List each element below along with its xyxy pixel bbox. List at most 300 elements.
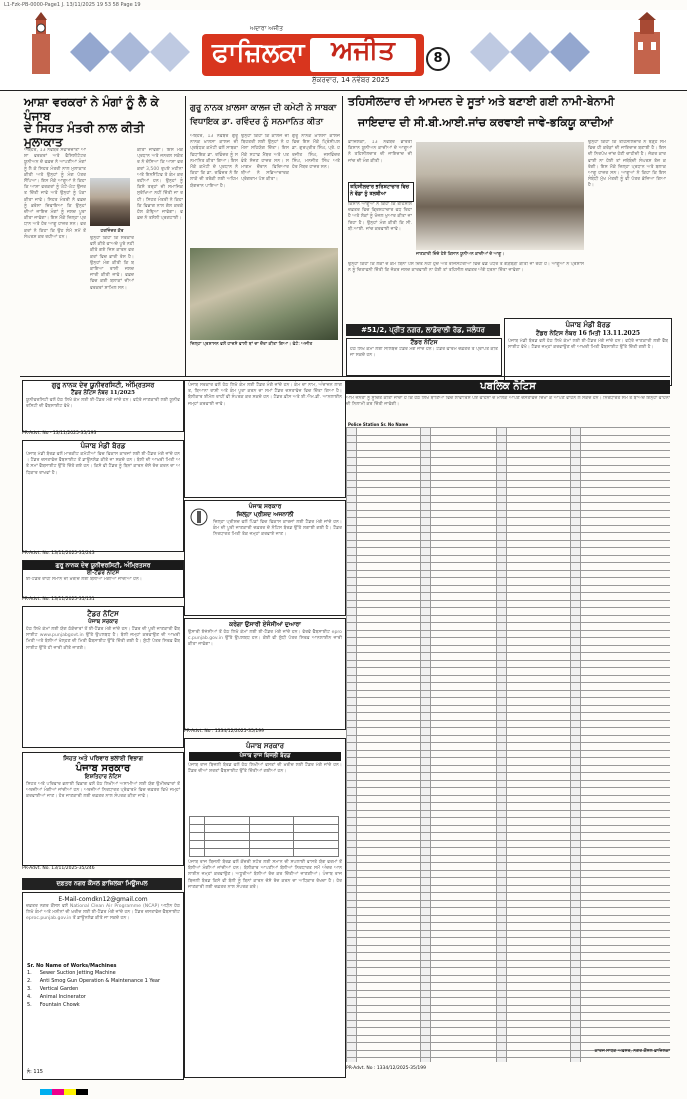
- table-cell: [357, 848, 421, 856]
- table-cell: [431, 1050, 497, 1058]
- table-row: [347, 788, 671, 796]
- table-cell: [507, 818, 571, 826]
- table-cell: [357, 900, 421, 908]
- table-cell: [431, 458, 497, 466]
- table-cell: [571, 1020, 581, 1028]
- table-cell: [497, 1005, 507, 1013]
- health-dept-body: ਸਿਹਤ ਅਤੇ ਪਰਿਵਾਰ ਭਲਾਈ ਵਿਭਾਗ ਵਲੋਂ ਹੇਠ ਲਿਖੀਆਂ ਅਸਾਮੀਆਂ ਲਈ ਯੋਗ ਉਮੀਦਵਾਰਾਂ ਤੋਂ ਅਰਜ਼ੀਆਂ ਮੰਗੀਆਂ ਜਾਂਦੀਆਂ ਹਨ। ਅਰਜ਼ੀਆਂ ਨਿਰਧਾਰਤ ਪ੍ਰੋਫਾਰਮੇ ਵਿਚ ਦਫ਼ਤਰ ਵਿਖੇ ਜਮ੍ਹਾਂ ਕਰਵਾਈਆਂ ਜਾਣ। ਹੋਰ ਜਾਣਕਾਰੀ ਲਈ ਦਫ਼ਤਰ ਨਾਲ ਸੰਪਰਕ ਕੀਤਾ ਜਾਵੇ।: [26, 782, 180, 800]
- table-cell: [507, 600, 571, 608]
- table-cell: [347, 518, 357, 526]
- table-cell: [507, 533, 571, 541]
- table-cell: [431, 945, 497, 953]
- photo-harjinder-kaur: [90, 178, 130, 226]
- table-cell: [507, 1028, 571, 1036]
- table-row: [347, 593, 671, 601]
- table-cell: [347, 615, 357, 623]
- table-cell: [581, 570, 671, 578]
- masthead-banner: [202, 34, 424, 76]
- table-row: [347, 495, 671, 503]
- photo-caption-accident: ਜ਼ਿਲ੍ਹਾ ਪ੍ਰਸ਼ਾਸਨ ਵਲੋਂ ਹਾਦਸੇ ਵਾਲੀ ਥਾਂ ਦਾ ਦੌਰਾ ਕੀਤਾ ਗਿਆ। ਫੋਟੋ: ਅਜੀਤ: [190, 342, 313, 347]
- table-cell: [571, 893, 581, 901]
- table-cell: [507, 1020, 571, 1028]
- table-cell: [571, 585, 581, 593]
- center-2-body: ਜ਼ਿਲ੍ਹਾ ਪ੍ਰੀਸ਼ਦ ਵਲੋਂ ਪਿੰਡਾਂ ਵਿਚ ਵਿਕਾਸ ਕਾਰਜਾਂ ਲਈ ਟੈਂਡਰ ਮੰਗੇ ਜਾਂਦੇ ਹਨ। ਕੰਮ ਦੀ ਪੂਰੀ ਜਾਣਕਾਰੀ ਦਫ਼ਤਰ ਦੇ ਨੋਟਿਸ ਬੋਰਡ ਉੱਤੇ ਲਗਾਈ ਗਈ ਹੈ। ਟੈਂਡਰ ਨਿਰਧਾਰਤ ਮਿਤੀ ਤੱਕ ਜਮ੍ਹਾਂ ਕਰਵਾਏ ਜਾਣ।: [213, 520, 342, 538]
- table-cell: [581, 728, 671, 736]
- table-cell: [347, 503, 357, 511]
- table-cell: [357, 975, 421, 983]
- sub-headline-box: [348, 182, 414, 202]
- table-cell: [431, 810, 497, 818]
- table-cell: [421, 1020, 431, 1028]
- table-cell: [431, 1005, 497, 1013]
- table-row: [347, 915, 671, 923]
- table-cell: [571, 795, 581, 803]
- table-cell: [571, 728, 581, 736]
- table-cell: [497, 473, 507, 481]
- table-cell: [497, 540, 507, 548]
- table-cell: [421, 713, 431, 721]
- table-cell: [571, 593, 581, 601]
- tender-title: ਟੈਂਡਰ ਨੋਟਿਸ: [87, 609, 119, 618]
- table-cell: [431, 428, 497, 436]
- table-cell: [507, 1058, 571, 1063]
- table-cell: [507, 593, 571, 601]
- table-cell: [507, 480, 571, 488]
- table-cell: [581, 1035, 671, 1043]
- table-cell: [357, 720, 421, 728]
- table-cell: [357, 713, 421, 721]
- table-cell: [357, 540, 421, 548]
- pr-advt-public: PR-Advt. No : 1334/12/2025-35/199: [346, 1066, 426, 1071]
- table-row: [347, 585, 671, 593]
- table-cell: [507, 645, 571, 653]
- table-row: [347, 570, 671, 578]
- table-cell: [431, 1020, 497, 1028]
- clock-tower-icon: [22, 12, 60, 76]
- table-cell: [571, 623, 581, 631]
- table-cell: [421, 915, 431, 923]
- table-cell: [507, 810, 571, 818]
- table-cell: [581, 630, 671, 638]
- table-cell: [431, 443, 497, 451]
- works-item: 4. Animal Incinerator: [27, 994, 86, 1000]
- table-cell: [347, 735, 357, 743]
- table-row: [347, 1058, 671, 1063]
- table-cell: [431, 855, 497, 863]
- table-row: [347, 908, 671, 916]
- table-cell: [581, 960, 671, 968]
- table-cell: [571, 900, 581, 908]
- table-cell: [497, 585, 507, 593]
- table-cell: [581, 495, 671, 503]
- table-cell: [431, 885, 497, 893]
- table-cell: [431, 630, 497, 638]
- table-cell: [421, 458, 431, 466]
- table-cell: [581, 593, 671, 601]
- table-cell: [347, 690, 357, 698]
- table-row: [347, 863, 671, 871]
- table-cell: [571, 908, 581, 916]
- table-cell: [431, 915, 497, 923]
- story-asha-body-1: ਅਬੋਹਰ, 13 ਨਵੰਬਰ ਸੰਵਾਦਦਾਤਾ ਆਸ਼ਾ ਵਰਕਰਾਂ ਅਤੇ ਫੈਸਿਲੀਟੇਟਰ ਯੂਨੀਅਨ ਦੇ ਵਫ਼ਦ ਨੇ ਆਪਣੀਆਂ ਮੰਗਾਂ ਨੂੰ ਲੈ ਕੇ ਸਿਹਤ ਮੰਤਰੀ ਨਾਲ ਮੁਲਾਕਾਤ ਕੀਤੀ ਅਤੇ ਉਨ੍ਹਾਂ ਨੂੰ ਮੰਗ ਪੱਤਰ ਸੌਂਪਿਆ। ਇਸ ਮੌਕੇ ਆਗੂਆਂ ਨੇ ਕਿਹਾ ਕਿ ਆਸ਼ਾ ਵਰਕਰਾਂ ਨੂੰ ਘੱਟੋ-ਘੱਟ ਉਜਰਤ ਦਿੱਤੀ ਜਾਵੇ ਅਤੇ ਉਨ੍ਹਾਂ ਨੂੰ ਪੱਕਾ ਕੀਤਾ ਜਾਵੇ। ਸਿਹਤ ਮੰਤਰੀ ਨੇ ਵਫ਼ਦ ਨੂੰ ਭਰੋਸਾ ਦਿਵਾਇਆ ਕਿ ਉਨ੍ਹਾਂ ਦੀਆਂ ਜਾਇਜ਼ ਮੰਗਾਂ ਨੂੰ ਜਲਦ ਪੂਰਾ ਕੀਤਾ ਜਾਵੇਗਾ। ਇਸ ਮੌਕੇ ਜ਼ਿਲ੍ਹਾ ਪ੍ਰਧਾਨ ਅਤੇ ਹੋਰ ਆਗੂ ਹਾਜ਼ਰ ਸਨ। ਵਰਕਰਾਂ ਨੇ ਕਿਹਾ ਕਿ ਉਹ ਲੰਮੇ ਸਮੇਂ ਤੋਂ ਸੰਘਰਸ਼ ਕਰ ਰਹੀਆਂ ਹਨ।: [24, 148, 86, 240]
- table-cell: [507, 510, 571, 518]
- table-cell: [357, 638, 421, 646]
- table-cell: [497, 563, 507, 571]
- table-cell: [507, 803, 571, 811]
- table-cell: [357, 495, 421, 503]
- table-cell: [497, 938, 507, 946]
- table-cell: [421, 795, 431, 803]
- table-cell: [347, 1005, 357, 1013]
- table-cell: [357, 855, 421, 863]
- table-cell: [357, 675, 421, 683]
- table-cell: [357, 503, 421, 511]
- table-cell: [497, 593, 507, 601]
- table-cell: [571, 855, 581, 863]
- tender-body: ਹੇਠ ਲਿਖੇ ਕੰਮਾਂ ਲਈ ਯੋਗ ਠੇਕੇਦਾਰਾਂ ਤੋਂ ਈ-ਟੈਂਡਰ ਮੰਗੇ ਜਾਂਦੇ ਹਨ। ਟੈਂਡਰ ਦੀ ਪੂਰੀ ਜਾਣਕਾਰੀ ਵੈੱਬਸਾਈਟ www.punjabgovt.in ਉੱਤੇ ਉਪਲਬਧ ਹੈ। ਬੋਲੀ ਜਮ੍ਹਾਂ ਕਰਵਾਉਣ ਦੀ ਆਖ਼ਰੀ ਮਿਤੀ ਅਤੇ ਬੋਲੀਆਂ ਖੋਲ੍ਹਣ ਦੀ ਮਿਤੀ ਵੈੱਬਸਾਈਟ ਉੱਤੇ ਦਿੱਤੀ ਗਈ ਹੈ। ਸ਼ੁੱਧੀ ਪੱਤਰ ਸਿਰਫ਼ ਵੈੱਬਸਾਈਟ ਉੱਤੇ ਹੀ ਜਾਰੀ ਕੀਤੇ ਜਾਣਗੇ।: [26, 627, 180, 651]
- table-cell: [581, 1020, 671, 1028]
- table-cell: [497, 668, 507, 676]
- table-cell: [421, 878, 431, 886]
- table-cell: [581, 443, 671, 451]
- table-cell: [581, 488, 671, 496]
- table-cell: [497, 765, 507, 773]
- table-cell: [421, 1050, 431, 1058]
- table-cell: [497, 863, 507, 871]
- public-notice-body: ਆਮ ਜਨਤਾ ਨੂੰ ਸੂਚਿਤ ਕੀਤਾ ਜਾਂਦਾ ਹੈ ਕਿ ਹੇਠ ਲਿਖੇ ਥਾਣਿਆਂ ਵਿਚ ਲਾਵਾਰਿਸ ਪਏ ਵਾਹਨਾਂ ਦੇ ਮਾਲਕ ਆਪਣੇ ਦਸਤਾਵੇਜ਼ ਦਿਖਾ ਕੇ ਆਪਣੇ ਵਾਹਨ ਲੈ ਸਕਦੇ ਹਨ। ਨਿਰਧਾਰਤ ਸਮੇਂ ਤੋਂ ਬਾਅਦ ਇਨ੍ਹਾਂ ਵਾਹਨਾਂ ਦੀ ਨਿਲਾਮੀ ਕਰ ਦਿੱਤੀ ਜਾਵੇਗੀ।: [346, 396, 670, 408]
- table-row: [347, 578, 671, 586]
- table-row: [347, 855, 671, 863]
- table-cell: [431, 563, 497, 571]
- table-cell: [431, 818, 497, 826]
- table-cell: [497, 930, 507, 938]
- table-cell: [497, 548, 507, 556]
- table-cell: [581, 518, 671, 526]
- table-cell: [581, 870, 671, 878]
- notice-tender-jalandhar: [346, 338, 502, 376]
- table-row: [347, 765, 671, 773]
- table-cell: [431, 705, 497, 713]
- table-cell: [357, 1005, 421, 1013]
- notice-gnd-hospital: [22, 560, 184, 598]
- table-cell: [421, 1035, 431, 1043]
- photo-accident-site: [190, 248, 338, 340]
- table-cell: [571, 563, 581, 571]
- table-cell: [357, 660, 421, 668]
- table-cell: [581, 540, 671, 548]
- table-cell: [421, 638, 431, 646]
- table-cell: [507, 495, 571, 503]
- table-cell: [497, 713, 507, 721]
- table-cell: [347, 983, 357, 991]
- punjab-mandi-body: ਪੰਜਾਬ ਮੰਡੀ ਬੋਰਡ ਵਲੋਂ ਮਾਰਕੀਟ ਕਮੇਟੀਆਂ ਵਿਚ ਵਿਕਾਸ ਕਾਰਜਾਂ ਲਈ ਈ-ਟੈਂਡਰ ਮੰਗੇ ਜਾਂਦੇ ਹਨ। ਟੈਂਡਰ ਦਸਤਾਵੇਜ਼ ਵੈੱਬਸਾਈਟ ਤੋਂ ਡਾਊਨਲੋਡ ਕੀਤੇ ਜਾ ਸਕਦੇ ਹਨ। ਬੋਲੀ ਦੀ ਆਖ਼ਰੀ ਮਿਤੀ ਅਤੇ ਸਮਾਂ ਵੈੱਬਸਾਈਟ ਉੱਤੇ ਦਿੱਤੇ ਗਏ ਹਨ। ਕਿਸੇ ਵੀ ਟੈਂਡਰ ਨੂੰ ਬਿਨਾਂ ਕਾਰਨ ਦੱਸੇ ਰੱਦ ਕਰਨ ਦਾ ਅਧਿਕਾਰ ਰਾਖਵਾਂ ਹੈ।: [26, 452, 180, 476]
- table-row: [347, 818, 671, 826]
- table-cell: [357, 705, 421, 713]
- table-row: [347, 900, 671, 908]
- table-cell: [571, 930, 581, 938]
- table-cell: [581, 428, 671, 436]
- story-gnk-body-1: ਅਬੋਹਰ, 13 ਨਵੰਬਰ ਗੁਰੂ ਨਾਨਕ ਖ਼ਾਲਸਾ ਕਾਲਜ ਦੀ ਪ੍ਰਬੰਧਕ ਕਮੇਟੀ ਵਲੋਂ ਸਾਬਕਾ ਵਿਧਾਇਕ ਡਾ. ਰਵਿੰਦਰ ਨੂੰ ਸਨਮਾਨਿਤ ਕੀਤਾ ਗਿਆ। ਇਸ ਮੌਕੇ ਕਮੇਟੀ ਦੇ ਪ੍ਰਧਾਨ ਨੇ ਕਿਹਾ ਕਿ ਡਾ. ਰਵਿੰਦਰ ਨੇ ਇਲਾਕੇ ਦੀ ਤਰੱਕੀ ਲਈ ਅਹਿਮ ਯੋਗਦਾਨ ਪਾਇਆ ਹੈ।: [190, 134, 238, 189]
- table-cell: [431, 683, 497, 691]
- table-cell: [571, 435, 581, 443]
- notice-mandi-right-title: ਪੰਜਾਬ ਮੰਡੀ ਬੋਰਡ: [565, 320, 611, 329]
- table-cell: [581, 833, 671, 841]
- table-cell: [497, 840, 507, 848]
- table-cell: [507, 878, 571, 886]
- table-cell: [347, 698, 357, 706]
- table-cell: [357, 608, 421, 616]
- table-cell: [421, 593, 431, 601]
- table-cell: [357, 945, 421, 953]
- table-cell: [347, 960, 357, 968]
- gnd-university-sub: ਟੈਂਡਰ ਨੋਟਿਸ ਨੰਬਰ 11/2025: [71, 390, 135, 396]
- table-cell: [347, 608, 357, 616]
- center-bottom-table: [189, 816, 339, 857]
- table-cell: [347, 713, 357, 721]
- table-cell: [431, 690, 497, 698]
- table-cell: [357, 510, 421, 518]
- masthead-date: ਸ਼ੁੱਕਰਵਾਰ, 14 ਨਵੰਬਰ 2025: [312, 76, 390, 84]
- table-row: [347, 795, 671, 803]
- table-cell: [581, 1058, 671, 1063]
- table-cell: [357, 480, 421, 488]
- table-cell: [431, 758, 497, 766]
- table-cell: [347, 683, 357, 691]
- table-cell: [581, 735, 671, 743]
- table-cell: [421, 908, 431, 916]
- table-cell: [357, 728, 421, 736]
- center-2-title: ਪੰਜਾਬ ਸਰਕਾਰ: [248, 503, 282, 510]
- table-cell: [347, 968, 357, 976]
- table-row: [347, 968, 671, 976]
- table-cell: [497, 908, 507, 916]
- table-row: [347, 758, 671, 766]
- table-cell: [571, 750, 581, 758]
- table-cell: [347, 728, 357, 736]
- works-list: [23, 969, 183, 1009]
- table-cell: [431, 713, 497, 721]
- table-cell: [497, 833, 507, 841]
- table-cell: [581, 810, 671, 818]
- cmyk-strip: [40, 1080, 88, 1099]
- table-cell: [431, 488, 497, 496]
- table-cell: [347, 533, 357, 541]
- table-cell: [431, 840, 497, 848]
- table-cell: [357, 458, 421, 466]
- table-row: [347, 735, 671, 743]
- table-row: [347, 840, 671, 848]
- table-row: [347, 540, 671, 548]
- table-cell: [571, 765, 581, 773]
- table-cell: [571, 630, 581, 638]
- table-row: [347, 653, 671, 661]
- table-cell: [431, 435, 497, 443]
- decorative-pattern-left: [70, 32, 200, 72]
- table-cell: [571, 713, 581, 721]
- table-cell: [357, 825, 421, 833]
- table-cell: [571, 503, 581, 511]
- table-cell: [421, 555, 431, 563]
- table-cell: [571, 683, 581, 691]
- table-cell: [347, 435, 357, 443]
- center-1-body: ਪੰਜਾਬ ਸਰਕਾਰ ਵਲੋਂ ਹੇਠ ਲਿਖੇ ਕੰਮ ਲਈ ਟੈਂਡਰ ਮੰਗੇ ਜਾਂਦੇ ਹਨ। ਕੰਮ ਦਾ ਨਾਮ, ਅੰਦਾਜ਼ਨ ਲਾਗਤ, ਬਿਆਨਾ ਰਾਸ਼ੀ ਅਤੇ ਕੰਮ ਪੂਰਾ ਕਰਨ ਦਾ ਸਮਾਂ ਟੈਂਡਰ ਦਸਤਾਵੇਜ਼ ਵਿਚ ਦਿੱਤਾ ਗਿਆ ਹੈ। ਬੋਲੀਕਾਰ ਈਮੇਲ ਰਾਹੀਂ ਵੀ ਸੰਪਰਕ ਕਰ ਸਕਦੇ ਹਨ। ਟੈਂਡਰ ਫ਼ੀਸ ਅਤੇ ਈ.ਐਮ.ਡੀ. ਆਨਲਾਈਨ ਜਮ੍ਹਾਂ ਕਰਵਾਈ ਜਾਵੇ।: [188, 383, 342, 407]
- table-cell: [497, 945, 507, 953]
- table-cell: [497, 1043, 507, 1051]
- table-cell: [421, 743, 431, 751]
- table-cell: [357, 585, 421, 593]
- table-cell: [571, 735, 581, 743]
- table-cell: [507, 1013, 571, 1021]
- table-cell: [571, 720, 581, 728]
- table-cell: [421, 848, 431, 856]
- table-row: [347, 1035, 671, 1043]
- table-cell: [347, 630, 357, 638]
- table-cell: [347, 578, 357, 586]
- table-cell: [347, 788, 357, 796]
- table-cell: [571, 1028, 581, 1036]
- table-cell: [431, 623, 497, 631]
- table-cell: [507, 720, 571, 728]
- table-row: [347, 615, 671, 623]
- table-cell: [357, 983, 421, 991]
- table-cell: [581, 683, 671, 691]
- table-cell: [497, 773, 507, 781]
- table-cell: [431, 668, 497, 676]
- table-row: [347, 525, 671, 533]
- table-cell: [507, 458, 571, 466]
- table-cell: [497, 960, 507, 968]
- table-cell: [421, 720, 431, 728]
- table-cell: [507, 855, 571, 863]
- masthead-rule: [0, 90, 687, 91]
- table-cell: [357, 885, 421, 893]
- table-cell: [421, 563, 431, 571]
- table-cell: [507, 998, 571, 1006]
- table-cell: [357, 915, 421, 923]
- table-row: [347, 548, 671, 556]
- table-cell: [347, 623, 357, 631]
- table-cell: [357, 465, 421, 473]
- gnd-hospital-sub: ਈ-ਟੈਂਡਰ ਨੋਟਿਸ: [86, 570, 120, 576]
- table-cell: [421, 1043, 431, 1051]
- table-cell: [581, 458, 671, 466]
- table-cell: [357, 600, 421, 608]
- table-cell: [357, 668, 421, 676]
- table-cell: [581, 1005, 671, 1013]
- table-cell: [421, 930, 431, 938]
- table-cell: [421, 1058, 431, 1063]
- table-cell: [347, 653, 357, 661]
- table-cell: [581, 773, 671, 781]
- table-cell: [497, 998, 507, 1006]
- table-row: [347, 990, 671, 998]
- story-gnk-body-3: ਗੁਰੂ ਨਾਨਕ ਖ਼ਾਲਸਾ ਕਾਲਜ ਵਿਚ ਇਸ ਮੌਕੇ ਪ੍ਰਿੰਸੀਪਲ ਡਾ. ਗੁਰਪ੍ਰੀਤ ਸਿੰਘ, ਪ੍ਰੋ. ਹਰਜੀਤ ਸਿੰਘ, ਜਸਵਿੰਦਰ ਸਿੰਘ, ਮਨਜੀਤ ਸਿੰਘ ਅਤੇ ਹੋਰ ਮੈਂਬਰ ਹਾਜ਼ਰ ਸਨ।: [292, 134, 340, 171]
- table-cell: [507, 608, 571, 616]
- table-cell: [431, 983, 497, 991]
- table-cell: [581, 645, 671, 653]
- table-cell: [507, 630, 571, 638]
- table-cell: [421, 473, 431, 481]
- table-cell: [431, 578, 497, 586]
- heritage-building-icon: [628, 12, 666, 76]
- table-cell: [357, 773, 421, 781]
- table-row: [347, 825, 671, 833]
- table-cell: [357, 908, 421, 916]
- story-asha-body-2: ਉਨ੍ਹਾਂ ਕਿਹਾ ਕਿ ਸਰਕਾਰ ਵਲੋਂ ਕੀਤੇ ਵਾਅਦੇ ਪੂਰੇ ਨਹੀਂ ਕੀਤੇ ਗਏ ਜਿਸ ਕਾਰਨ ਵਰਕਰਾਂ ਵਿਚ ਭਾਰੀ ਰੋਸ ਹੈ। ਉਨ੍ਹਾਂ ਮੰਗ ਕੀਤੀ ਕਿ ਬਕਾਇਆ ਰਾਸ਼ੀ ਜਲਦ ਜਾਰੀ ਕੀਤੀ ਜਾਵੇ। ਵਫ਼ਦ ਵਿਚ ਕਈ ਬਲਾਕਾਂ ਦੀਆਂ ਵਰਕਰਾਂ ਸ਼ਾਮਿਲ ਸਨ।: [90, 236, 134, 291]
- table-cell: [431, 645, 497, 653]
- gnd-university-body: ਯੂਨੀਵਰਸਿਟੀ ਵਲੋਂ ਹੇਠ ਲਿਖੇ ਕੰਮ ਲਈ ਈ-ਟੈਂਡਰ ਮੰਗੇ ਜਾਂਦੇ ਹਨ। ਵਧੇਰੇ ਜਾਣਕਾਰੀ ਲਈ ਯੂਨੀਵਰਸਿਟੀ ਦੀ ਵੈੱਬਸਾਈਟ ਵੇਖੋ।: [26, 398, 180, 410]
- table-cell: [431, 803, 497, 811]
- table-cell: [497, 900, 507, 908]
- magenta-swatch: [52, 1089, 64, 1095]
- table-cell: [581, 713, 671, 721]
- works-item: 1. Sewer Suction Jetting Machine: [27, 970, 116, 976]
- table-row: [347, 870, 671, 878]
- table-cell: [497, 1020, 507, 1028]
- table-cell: [507, 990, 571, 998]
- table-row: [347, 555, 671, 563]
- health-dept-title: ਸਿਹਤ ਅਤੇ ਪਰਿਵਾਰ ਭਲਾਈ ਵਿਭਾਗ: [63, 755, 143, 762]
- table-cell: [431, 450, 497, 458]
- table-cell: [497, 893, 507, 901]
- table-cell: [507, 548, 571, 556]
- table-cell: [581, 983, 671, 991]
- table-cell: [507, 615, 571, 623]
- notice-center-1: [184, 380, 346, 498]
- table-cell: [421, 803, 431, 811]
- table-cell: [507, 923, 571, 931]
- table-cell: [571, 698, 581, 706]
- table-cell: [497, 870, 507, 878]
- table-cell: [421, 443, 431, 451]
- table-row: [347, 960, 671, 968]
- table-cell: [347, 660, 357, 668]
- table-cell: [421, 525, 431, 533]
- table-cell: [357, 953, 421, 961]
- table-cell: [357, 630, 421, 638]
- center-bottom-body: ਪੰਜਾਬ ਰਾਜ ਬਿਜਲੀ ਬੋਰਡ ਵਲੋਂ ਹੇਠ ਲਿਖੀਆਂ ਵਸਤਾਂ ਦੀ ਖ਼ਰੀਦ ਲਈ ਟੈਂਡਰ ਮੰਗੇ ਜਾਂਦੇ ਹਨ। ਟੈਂਡਰ ਦੀਆਂ ਸ਼ਰਤਾਂ ਵੈੱਬਸਾਈਟ ਉੱਤੇ ਦਿੱਤੀਆਂ ਗਈਆਂ ਹਨ।: [188, 763, 342, 775]
- table-cell: [357, 690, 421, 698]
- table-cell: [507, 450, 571, 458]
- table-cell: [571, 488, 581, 496]
- table-cell: [497, 855, 507, 863]
- yellow-swatch: [64, 1089, 76, 1095]
- table-cell: [357, 968, 421, 976]
- table-cell: [571, 743, 581, 751]
- table-cell: [497, 735, 507, 743]
- table-cell: [421, 825, 431, 833]
- table-row: [347, 638, 671, 646]
- table-row: [347, 533, 671, 541]
- table-cell: [497, 458, 507, 466]
- story-asha-body-3: ਕੀਤਾ ਜਾਵੇਗਾ। ਇਸ ਮੌਕੇ ਪ੍ਰਧਾਨ ਅਤੇ ਜਨਰਲ ਸਕੱਤਰ ਨੇ ਦੱਸਿਆ ਕਿ ਆਸ਼ਾ ਵਰਕਰਾਂ 3,500 ਰੁਪਏ ਮਹੀਨਾ ਅਤੇ ਇਨਸੈਂਟਿਵ ਤੇ ਕੰਮ ਕਰ ਰਹੀਆਂ ਹਨ। ਉਨ੍ਹਾਂ ਨੂੰ ਕਿਸੇ ਤਰ੍ਹਾਂ ਦੀ ਸਮਾਜਿਕ ਸੁਰੱਖਿਆ ਨਹੀਂ ਦਿੱਤੀ ਜਾ ਰਹੀ। ਸਿਹਤ ਮੰਤਰੀ ਨੇ ਕਿਹਾ ਕਿ ਵਿਭਾਗ ਨਾਲ ਗੱਲ ਕਰਕੇ ਹੱਲ ਕੱਢਿਆ ਜਾਵੇਗਾ। ਵਫ਼ਦ ਨੇ ਤਸੱਲੀ ਪ੍ਰਗਟਾਈ।: [137, 148, 183, 222]
- table-cell: [357, 563, 421, 571]
- public-notice-title: ਪਬਲਿਕ ਨੋਟਿਸ: [346, 380, 670, 394]
- table-cell: [431, 548, 497, 556]
- table-cell: [581, 585, 671, 593]
- table-cell: [581, 788, 671, 796]
- table-row: [347, 465, 671, 473]
- table-cell: [421, 945, 431, 953]
- table-cell: [431, 660, 497, 668]
- table-cell: [357, 930, 421, 938]
- signature-right: ਕਾਰਜ ਸਾਧਕ ਅਫ਼ਸਰ, ਨਗਰ ਕੌਂਸਲ ਫ਼ਾਜ਼ਿਲਕਾ: [594, 1049, 670, 1054]
- col-divider-1: [185, 96, 186, 376]
- table-cell: [571, 510, 581, 518]
- table-row: [347, 488, 671, 496]
- table-cell: [347, 818, 357, 826]
- table-row: [347, 1020, 671, 1028]
